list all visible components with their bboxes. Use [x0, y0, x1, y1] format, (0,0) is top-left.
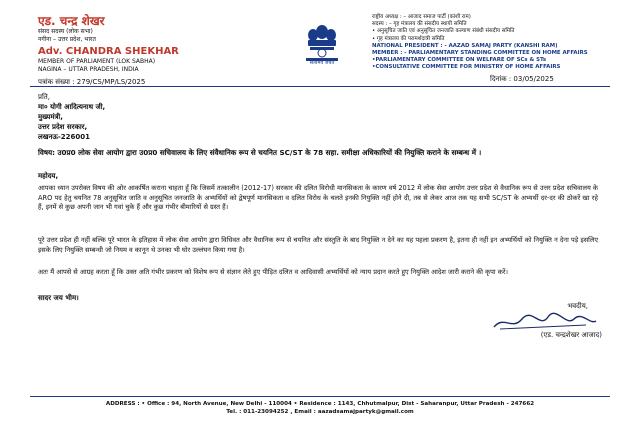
address-line: उत्तर प्रदेश सरकार,	[38, 123, 88, 131]
english-member: MEMBER OF PARLIAMENT (LOK SABHA)	[38, 58, 156, 65]
hindi-role-line: • गृह मंत्रालय की परामर्शदात्री समिति	[372, 35, 445, 42]
recipient-address	[38, 92, 105, 142]
body-paragraph: अतः मैं आपसे से आग्रह करता हूँ कि उक्त अति गंभीर प्रकरण को विशेष रूप से संज्ञान लेते हुए पीड़ित दलित व आदिवासी अभ्यर्थियों को न्याय प्रदान करते हुए नियुक्ति आदेश जारी कराने की कृपा करें।	[38, 268, 508, 276]
date-label: दिनांक :	[490, 74, 512, 83]
english-role-line: •CONSULTATIVE COMMITTEE FOR MINISTRY OF HOME AFFAIRS	[372, 64, 561, 71]
footer-contact: Tel. : 011-23094252 , Email : aazadsamajpartyk@gmail.com	[226, 409, 414, 415]
ref-value: 279/CS/MP/LS/2025	[76, 78, 146, 86]
address-line: प्रति,	[38, 93, 51, 101]
signature-title: भवदीय,	[567, 302, 588, 310]
footer-divider	[30, 396, 610, 397]
date-value: 03/05/2025	[513, 74, 554, 83]
ref-label: पत्रांक संख्या :	[38, 78, 75, 86]
footer-address: ADDRESS : • Office : 94, North Avenue, New Delhi - 110004 • Residence : 1143, Chhutmalpur, Dist - Saharanpur, Uttar Pradesh - 247662	[105, 401, 535, 407]
address-line: मुख्यमंत्री,	[38, 113, 63, 121]
letterhead-right	[372, 14, 610, 84]
english-role-line: MEMBER : - PARLIAMENTARY STANDING COMMITTEE ON HOME AFFAIRS	[372, 50, 588, 57]
header-divider	[30, 86, 610, 87]
english-role-line: NATIONAL PRESIDENT : - AAZAD SAMAJ PARTY (KANSHI RAM)	[372, 42, 558, 49]
body-paragraph: पूरे उत्तर प्रदेश ही नहीं बल्कि पूरे भारत के इतिहास में लोक सेवा आयोग द्वारा विधिवत और वैधानिक रूप से चयनित और संस्तुति के बाद नियुक्ति न देने का यह पहला प्रकरण है, इतना ही नहीं इन अभ्यर्थियों को नियुक्ति न देना पड़े इसलिए इसके लिए नियुक्ति सम्बन्धी जो नियम व कानून थे उनका भी घोर उल्लंघन किया गया है।	[38, 236, 598, 254]
salutation: महोदय,	[38, 172, 59, 180]
english-constituency: NAGINA – UTTAR PRADESH, INDIA	[38, 66, 139, 73]
letter-subject: विषय: उ0प्र0 लोक सेवा आयोग द्वारा उ0प्र0 सचिवालय के लिए संवैधानिक रूप से चयनित SC/ST के 78 सहा. समीक्षा अधिकारियों की नियुक्ति कराने के सम्बन्ध में ।	[38, 148, 482, 157]
hindi-member: संसद सदस्य (लोक सभा)	[38, 28, 93, 35]
english-name: Adv. CHANDRA SHEKHAR	[38, 46, 179, 57]
body-paragraph: आपका ध्यान उपरोक्त विषय की ओर आकर्षित कराना चाहता हूँ कि जिसमें तत्कालीन (2012-17) सरकार की दलित विरोधी मानसिकता के कारण वर्ष 2012 में लोक सेवा आयोग उत्तर प्रदेश से वैधानिक रूप से उत्तर प्रदेश सचिवालय के ARO पद हेतु चयनित 78 अनुसूचित जाति व अनुसूचित जनजाति के अभ्यर्थियों को द्वेषपूर्ण मानसिकता व दलित विरोध के चलते इनकी नियुक्ति नहीं होने दी, तब से लेकर आज तक यह सभी SC/ST के अभ्यर्थी दर-दर की ठोकरें खा रहे हैं, इनमें से कुछ अपनी जान भी गवां चुके हैं और कुछ गंभीर बीमारियों से ग्रस्त हैं।	[38, 184, 598, 212]
hindi-role-line: राष्ट्रीय अध्यक्ष : – आजाद समाज पार्टी (कांशी राम)	[372, 14, 471, 20]
letter-date	[372, 75, 610, 84]
letterhead-left	[38, 14, 268, 87]
signature-block	[470, 302, 610, 340]
hindi-name: एड. चन्द्र शेखर	[38, 14, 105, 28]
signatory-name: (एड. चन्द्रशेखर आजाद)	[540, 331, 602, 339]
handwritten-signature-icon	[490, 311, 600, 333]
address-line: लखनऊ-226001	[38, 133, 90, 141]
english-role-line: •PARLIAMENTARY COMMITTEE ON WELFARE OF SCs & STs	[372, 57, 547, 64]
closing-line: सादर जय भीम।	[38, 294, 79, 302]
hindi-role-line: • अनुसूचित जाति एवं अनुसूचित जनजाति कल्याण संबंधी संसदीय समिति	[372, 28, 515, 35]
emblem-caption: सत्यमेव जयते	[309, 60, 335, 66]
address-line: मा० योगी आदित्यनाथ जी,	[38, 103, 106, 111]
hindi-role-line: सदस्य : – गृह मंत्रालय की संसदीय स्थायी समिति	[372, 21, 467, 28]
hindi-constituency: नगीना – उत्तर प्रदेश, भारत	[38, 36, 96, 43]
